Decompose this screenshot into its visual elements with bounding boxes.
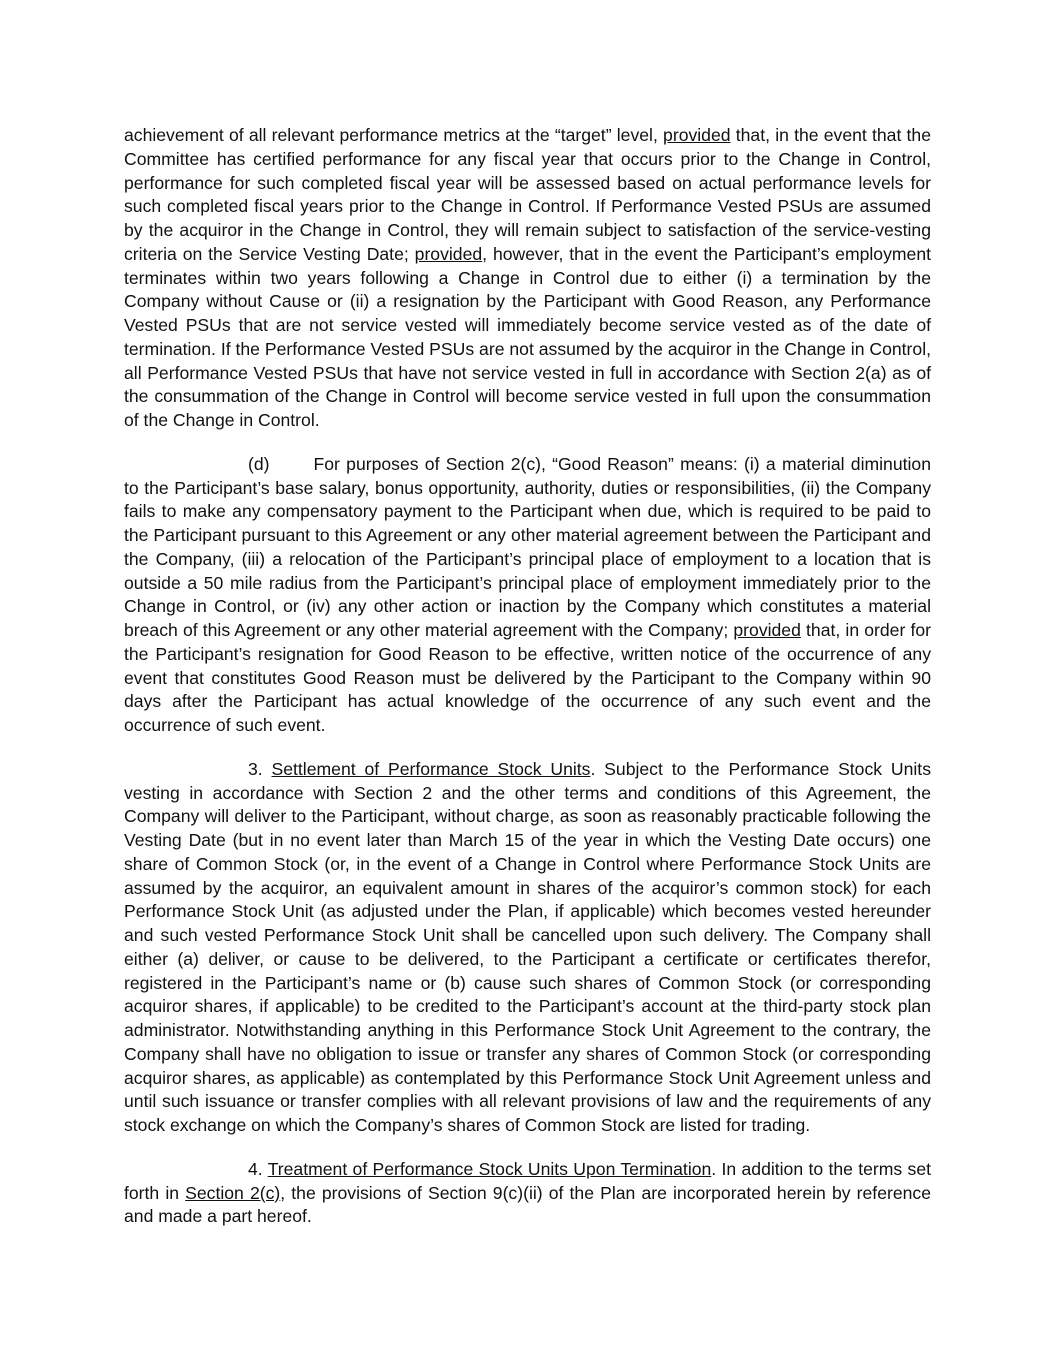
- paragraph-good-reason: [124, 453, 931, 738]
- text: that, in the event that the Committee has certified performance for any fiscal year that occurs prior to the Change in Control, performance for such completed fiscal year will be assessed based on actual performance levels for such completed fiscal years prior to the Change in Control. If Performance Vested PSUs are assumed by the acquiror in the Change in Control, they will remain subject to satisfaction of the service-vesting criteria on the Service Vesting Date;: [124, 125, 932, 264]
- text: achievement of all relevant performance metrics at the “target” level,: [124, 125, 664, 145]
- provided-term: provided: [663, 125, 731, 145]
- section-reference: Section 2(c): [185, 1182, 281, 1203]
- text: , the provisions of Section 9(c)(ii) of the Plan are incorporated herein by reference and made a part hereof.: [124, 1182, 931, 1227]
- text: . Subject to the Performance Stock Units vesting in accordance with Section 2 and the other terms and conditions of this Agreement, the Company will deliver to the Participant, without charge, as soon as reasonably practicable following the Vesting Date (but in no event later than March 15 of the year in which the Vesting Date occurs) one share of Common Stock (or, in the event of a Change in Control where Performance Stock Units are assumed by the acquiror, an equivalent amount in shares of the acquiror’s common stock) for each Performance Stock Unit (as adjusted under the Plan, if applicable) which becomes vested hereunder and such vested Performance Stock Unit shall be cancelled upon such delivery. The Company shall either (a) deliver, or cause to be delivered, to the Participant a certificate or certificates therefor, registered in the Participant’s name or (b) cause such shares of Common Stock (or corresponding acquiror shares, if applicable) to be credited to the Participant’s account at the third-party stock plan administrator. Notwithstanding anything in this Performance Stock Unit Agreement to the contrary, the Company shall have no obligation to issue or transfer any shares of Common Stock (or corresponding acquiror shares, as applicable) as contemplated by this Performance Stock Unit Agreement unless and until such issuance or transfer complies with all relevant provisions of law and the requirements of any stock exchange on which the Company’s shares of Common Stock are listed for trading.: [124, 758, 931, 1135]
- text: . In addition to the terms set forth in: [124, 1158, 931, 1203]
- paragraph-settlement: [124, 758, 931, 1138]
- section-label: (d): [248, 453, 270, 474]
- document-page: [124, 124, 931, 1249]
- provided-term: provided: [414, 243, 483, 264]
- text: , however, that in the event the Participant’s employment terminates within two years following a Change in Control due to either (i) a termination by the Company without Cause or (ii) a resignation by the Participant with Good Reason, any Performance Vested PSUs that are not service vested will immediately become service vested as of the date of termination. If the Performance Vested PSUs are not assumed by the acquiror in the Change in Control, all Performance Vested PSUs that have not service vested in full in accordance with Section 2(a) as of the consummation of the Change in Control will become service vested in full upon the consummation of the Change in Control.: [124, 243, 931, 430]
- section-heading: Settlement of Performance Stock Units: [271, 758, 591, 779]
- paragraph-termination: [124, 1158, 931, 1229]
- text: For purposes of Section 2(c), “Good Reason” means: (i) a material diminution to the Participant’s base salary, bonus opportunity, authority, duties or responsibilities, (ii) the Company fails to make any compensatory payment to the Participant when due, which is required to be paid to the Participant pursuant to this Agreement or any other material agreement between the Participant and the Company, (iii) a relocation of the Participant’s principal place of employment to a location that is outside a 50 mile radius from the Participant’s principal place of employment immediately prior to the Change in Control, or (iv) any other action or inaction by the Company which constitutes a material breach of this Agreement or any other material agreement with the Company;: [124, 453, 931, 640]
- provided-term: provided: [733, 620, 801, 640]
- section-number: 4.: [248, 1158, 268, 1179]
- section-number: 3.: [248, 758, 272, 779]
- paragraph-change-in-control: [124, 124, 931, 433]
- section-heading: Treatment of Performance Stock Units Upon Termination: [267, 1158, 712, 1179]
- text: that, in order for the Participant’s resignation for Good Reason to be effective, written notice of the occurrence of any event that constitutes Good Reason must be delivered by the Participant to the Company within 90 days after the Participant has actual knowledge of the occurrence of any such event and the occurrence of such event.: [124, 620, 931, 735]
